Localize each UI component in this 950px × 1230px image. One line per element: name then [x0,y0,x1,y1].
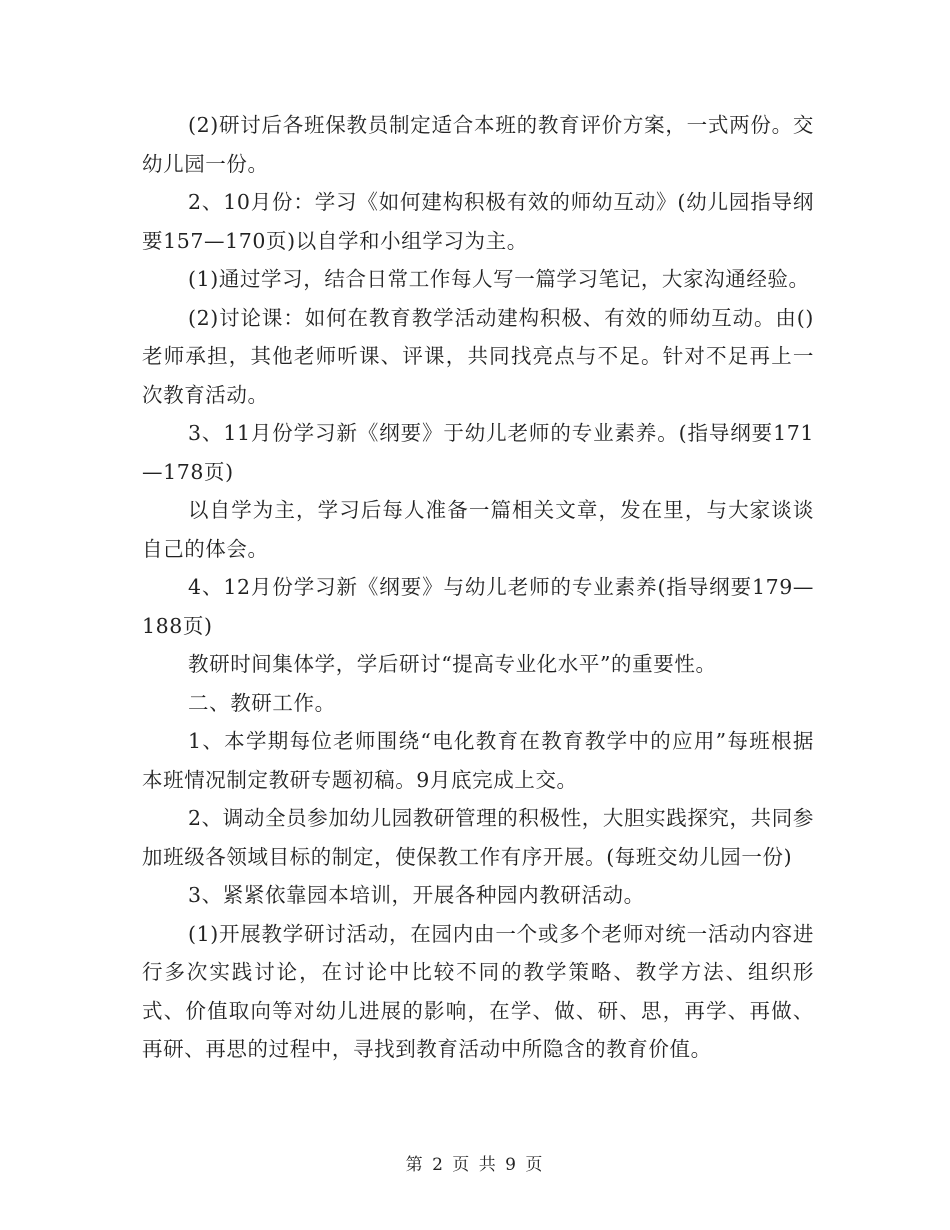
paragraph: 以自学为主，学习后每人准备一篇相关文章，发在里，与大家谈谈自己的体会。 [142,498,814,561]
paragraph: 4、12月份学习新《纲要》与幼儿老师的专业素养(指导纲要179—188页) [142,575,814,638]
page-number-footer: 第 2 页 共 9 页 [405,1155,545,1175]
paragraph: 2、10月份：学习《如何建构积极有效的师幼互动》(幼儿园指导纲要157—170页)以自学和小组学习为主。 [142,190,814,253]
paragraph: 2、调动全员参加幼儿园教研管理的积极性，大胆实践探究，共同参加班级各领域目标的制定，使保教工作有序开展。(每班交幼儿园一份) [142,806,814,869]
paragraph: (2)讨论课：如何在教育教学活动建构积极、有效的师幼互动。由()老师承担，其他老师听课、评课，共同找亮点与不足。针对不足再上一次教育活动。 [142,305,814,407]
paragraph: (1)开展教学研讨活动，在园内由一个或多个老师对统一活动内容进行多次实践讨论，在讨论中比较不同的教学策略、教学方法、组织形式、价值取向等对幼儿进展的影响，在学、做、研、思，再学、再做、再研、再思的过程中，寻找到教育活动中所隐含的教育价值。 [142,921,814,1061]
document-body [142,106,814,1069]
paragraph: (1)通过学习，结合日常工作每人写一篇学习笔记，大家沟通经验。 [188,267,810,291]
paragraph: (2)研讨后各班保教员制定适合本班的教育评价方案，一式两份。交幼儿园一份。 [142,113,814,176]
paragraph: 3、紧紧依靠园本培训，开展各种园内教研活动。 [188,883,645,907]
paragraph: 教研时间集体学，学后研讨“提高专业化水平”的重要性。 [188,652,717,676]
paragraph: 3、11月份学习新《纲要》于幼儿老师的专业素养。(指导纲要171—178页) [142,421,814,484]
paragraph: 1、本学期每位老师围绕“电化教育在教育教学中的应用”每班根据本班情况制定教研专题初稿。9月底完成上交。 [142,729,814,792]
section-heading: 二、教研工作。 [188,690,336,715]
